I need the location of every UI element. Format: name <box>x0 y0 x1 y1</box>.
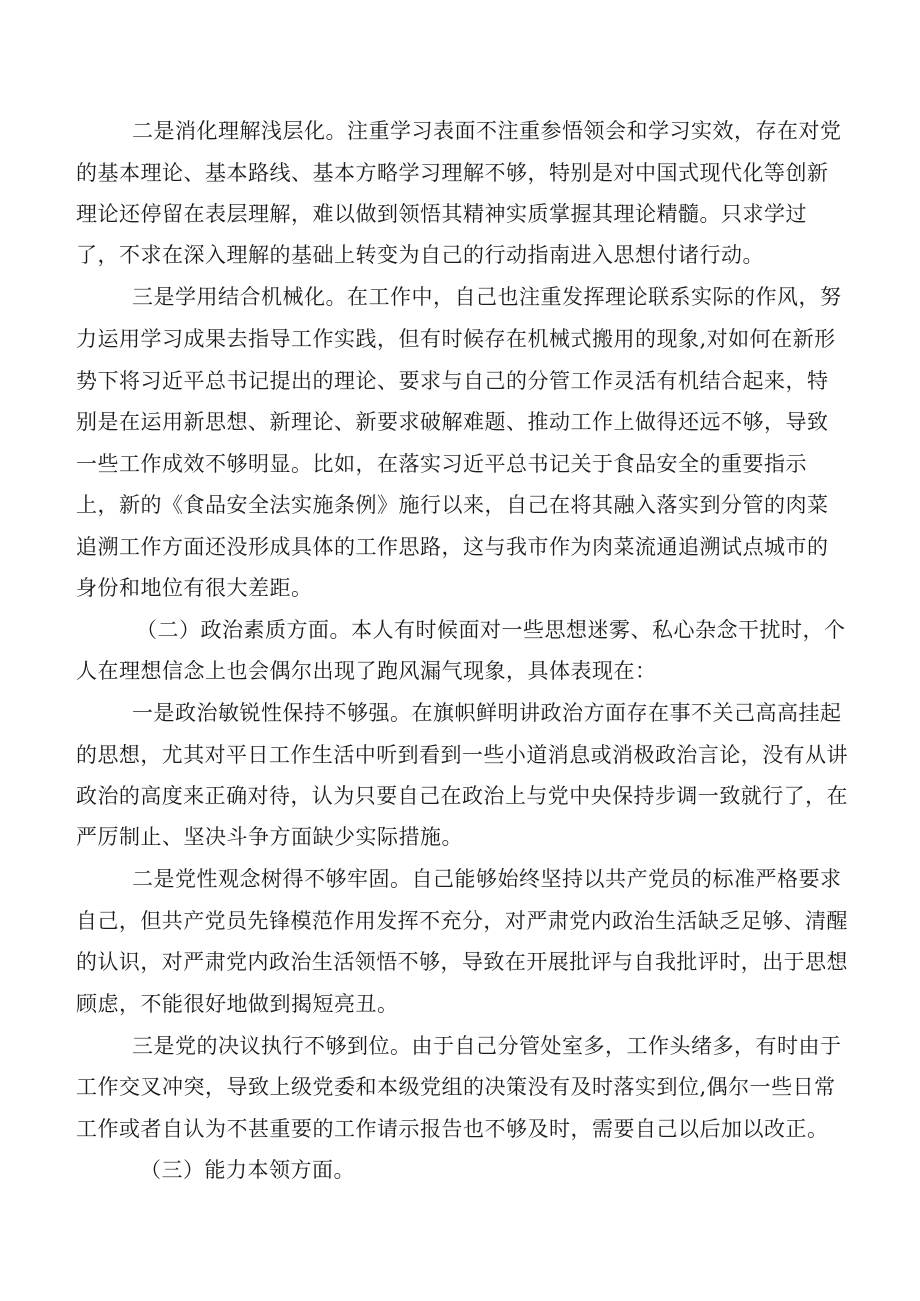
text-line: 二是党性观念树得不够牢固。自己能够始终坚持以共产党员的标准严格要求 <box>132 867 842 891</box>
text-line: 二是消化理解浅层化。注重学习表面不注重参悟领会和学习实效，存在对党 <box>132 119 842 143</box>
text-line: 自己，但共产党员先锋模范作用发挥不充分，对严肃党内政治生活缺乏足够、清醒 <box>76 909 848 933</box>
text-line: 力运用学习成果去指导工作实践，但有时候存在机械式搬用的现象,对如何在新形 <box>76 327 836 351</box>
text-line: 三是党的决议执行不够到位。由于自己分管处室多，工作头绪多，有时由于 <box>132 1034 842 1058</box>
text-line: 政治的高度来正确对待，认为只要自己在政治上与党中央保持步调一致就行了，在 <box>76 784 848 808</box>
text-line: 别是在运用新思想、新理论、新要求破解难题、推动工作上做得还远不够，导致 <box>76 410 829 434</box>
text-line: 了，不求在深入理解的基础上转变为自己的行动指南进入思想付诸行动。 <box>76 243 764 267</box>
text-line: 追溯工作方面还没形成具体的工作思路，这与我市作为肉菜流通追溯试点城市的 <box>76 535 829 559</box>
text-line: 工作交叉冲突，导致上级党委和本级党组的决策没有及时落实到位,偶尔一些日常 <box>76 1075 836 1099</box>
section-heading: （三）能力本领方面。 <box>140 1158 355 1182</box>
text-line: 势下将习近平总书记提出的理论、要求与自己的分管工作灵活有机结合起来，特 <box>76 369 829 393</box>
text-line: 的认识，对严肃党内政治生活领悟不够，导致在开展批评与自我批评时，出于思想 <box>76 950 848 974</box>
text-line: 顾虑，不能很好地做到揭短亮丑。 <box>76 992 399 1016</box>
text-line: 理论还停留在表层理解，难以做到领悟其精神实质掌握其理论精髓。只求学过 <box>76 202 807 226</box>
text-line: 工作或者自认为不甚重要的工作请示报告也不够及时，需要自己以后加以改正。 <box>76 1117 829 1141</box>
section-heading: （二）政治素质方面。本人有时候面对一些思想迷雾、私心杂念干扰时，个 <box>136 618 846 642</box>
text-line: 一些工作成效不够明显。比如，在落实习近平总书记关于食品安全的重要指示 <box>76 452 807 476</box>
text-line: 的思想，尤其对平日工作生活中听到看到一些小道消息或消极政治言论，没有从讲 <box>76 743 848 767</box>
text-line: 严厉制止、坚决斗争方面缺少实际措施。 <box>76 825 463 849</box>
text-line: 的基本理论、基本路线、基本方略学习理解不够，特别是对中国式现代化等创新 <box>76 161 829 185</box>
text-line: 三是学用结合机械化。在工作中，自己也注重发挥理论联系实际的作风，努 <box>132 285 842 309</box>
text-line: 人在理想信念上也会偶尔出现了跑风漏气现象，具体表现在： <box>76 659 657 683</box>
text-line: 一是政治敏锐性保持不够强。在旗帜鲜明讲政治方面存在事不关己高高挂起 <box>132 701 842 725</box>
text-line: 身份和地位有很大差距。 <box>76 576 313 600</box>
text-line: 上，新的《食品安全法实施条例》施行以来，自己在将其融入落实到分管的肉菜 <box>76 493 829 517</box>
